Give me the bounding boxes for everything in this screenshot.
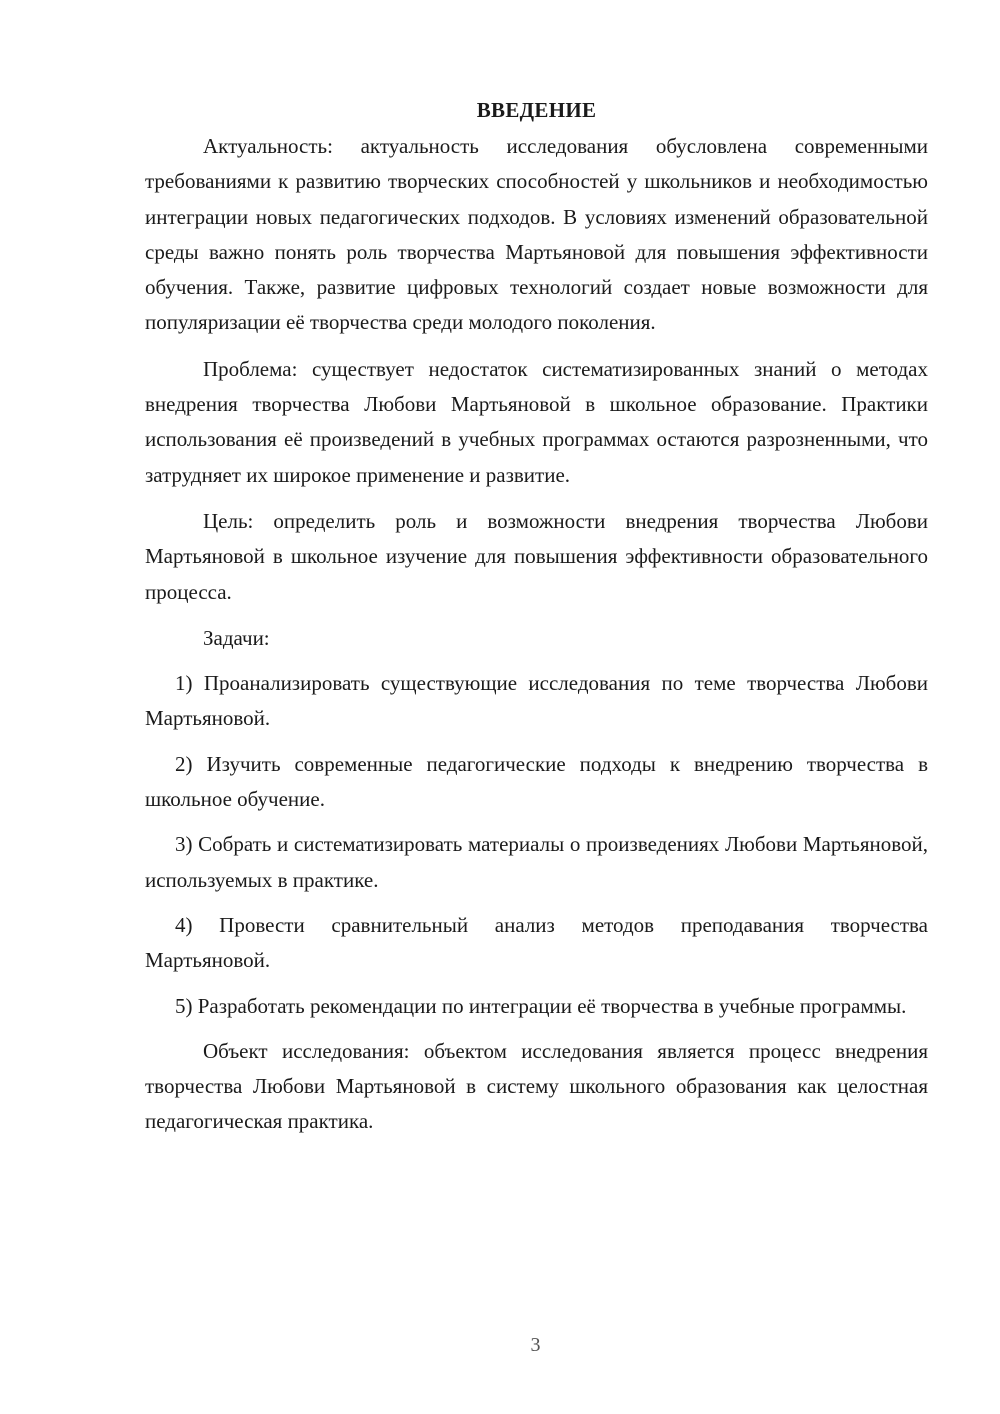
task-item-3: 3) Собрать и систематизировать материалы о произведениях Любови Мартьяновой, используемых в практике. [145, 832, 928, 892]
tasks-label: Задачи: [203, 625, 270, 650]
task-item-4: 4) Провести сравнительный анализ методов преподавания творчества Мартьяновой. [145, 912, 928, 973]
object-paragraph: Объект исследования: объектом исследования является процесс внедрения творчества Любови Мартьяновой в систему школьного образования как целостная педагогическая практика. [145, 1038, 928, 1134]
page-number: 3 [530, 1334, 541, 1356]
task-item-1: 1) Проанализировать существующие исследования по теме творчества Любови Мартьяновой. [145, 671, 928, 731]
goal-paragraph: Цель: определить роль и возможности внедрения творчества Любови Мартьяновой в школьное изучение для повышения эффективности образовательного процесса. [145, 508, 928, 604]
task-item-2: 2) Изучить современные педагогические подходы к внедрению творчества в школьное обучение. [145, 751, 928, 812]
task-list [145, 666, 928, 1024]
relevance-paragraph: Актуальность: актуальность исследования обусловлена современными требованиями к развитию творческих способностей у школьников и необходимостью интеграции новых педагогических подходов. В условиях изменений образовательной среды важно понять роль творчества Мартьяновой для повышения эффективности обучения. Также, развитие цифровых технологий создает новые возможности для популяризации её творчества среди молодого поколения. [145, 134, 928, 335]
problem-paragraph: Проблема: существует недостаток систематизированных знаний о методах внедрения творчества Любови Мартьяновой в школьное образование. Практики использования её произведений в учебных программах остаются разрозненными, что затрудняет их широкое применение и развитие. [145, 356, 928, 487]
task-item-5: 5) Разработать рекомендации по интеграции её творчества в учебные программы. [175, 993, 907, 1018]
document-page [145, 94, 928, 1151]
page-title: ВВЕДЕНИЕ [476, 98, 597, 122]
